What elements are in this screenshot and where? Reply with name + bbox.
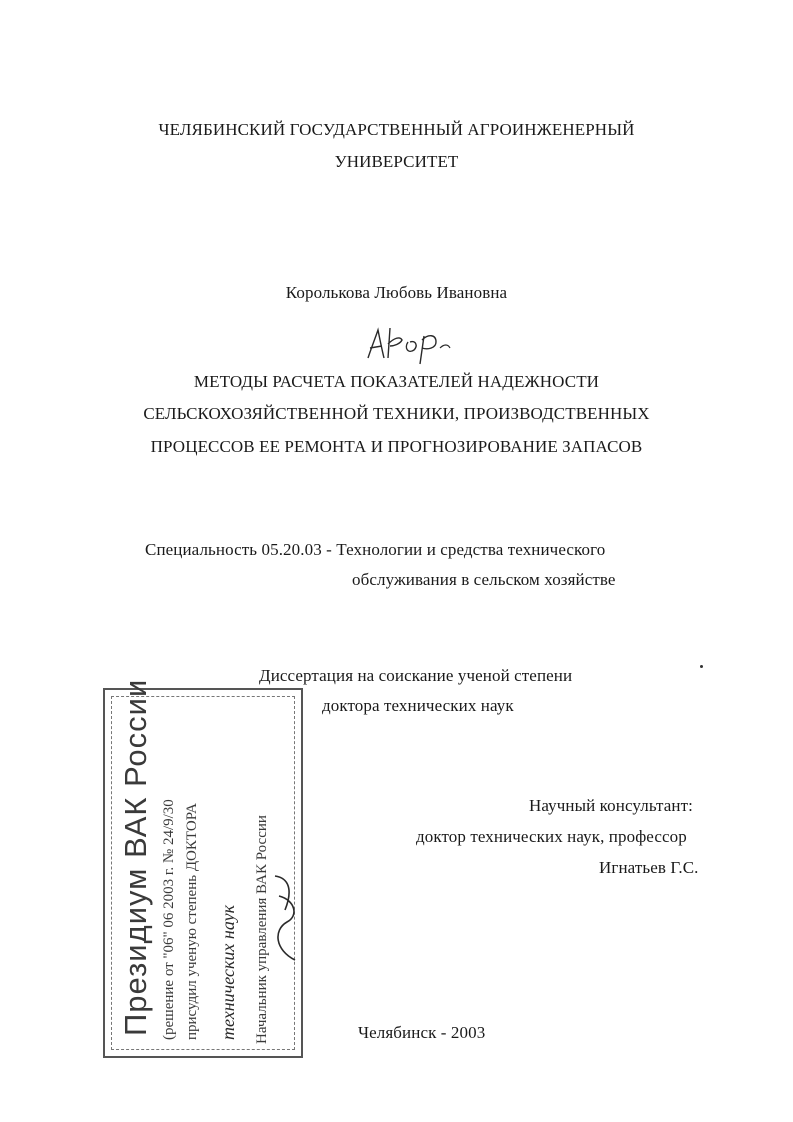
stamp-line-decision: (решение от "06" 06 2003 г. № 24/9/30: [161, 799, 177, 1040]
thesis-title-line2: СЕЛЬСКОХОЗЯЙСТВЕННОЙ ТЕХНИКИ, ПРОИЗВОДСТВЕННЫХ: [143, 404, 650, 423]
degree-line2: доктора технических наук: [322, 696, 514, 715]
stamp-line-head: Начальник управления ВАК России: [254, 815, 270, 1044]
author-name: Королькова Любовь Ивановна: [285, 283, 508, 302]
advisor-label: Научный консультант:: [529, 796, 693, 815]
specialty-line1: Специальность 05.20.03 - Технологии и средства технического: [145, 540, 606, 559]
stamp-signature: [265, 870, 305, 970]
degree-line1: Диссертация на соискание ученой степени: [259, 666, 573, 685]
stamp-line-presidium: Президиум ВАК России: [118, 678, 153, 1036]
stamp-line-degree: присудил ученую степень ДОКТОРА: [184, 803, 200, 1040]
specialty-line2: обслуживания в сельском хозяйстве: [352, 570, 616, 589]
university-name-line2: УНИВЕРСИТЕТ: [334, 152, 459, 171]
stamp-line-field: технических наук: [218, 904, 238, 1040]
thesis-title-line1: МЕТОДЫ РАСЧЕТА ПОКАЗАТЕЛЕЙ НАДЕЖНОСТИ: [193, 372, 600, 391]
thesis-title-line3: ПРОЦЕССОВ ЕЕ РЕМОНТА И ПРОГНОЗИРОВАНИЕ ЗАПАСОВ: [150, 437, 643, 456]
university-name-line1: ЧЕЛЯБИНСКИЙ ГОСУДАРСТВЕННЫЙ АГРОИНЖЕНЕРНЫЙ: [158, 120, 635, 139]
advisor-title: доктор технических наук, профессор: [416, 827, 687, 846]
advisor-name: Игнатьев Г.С.: [599, 858, 699, 877]
author-signature: [362, 318, 462, 366]
scan-speck: [700, 665, 703, 668]
city-year: Челябинск - 2003: [358, 1023, 486, 1042]
